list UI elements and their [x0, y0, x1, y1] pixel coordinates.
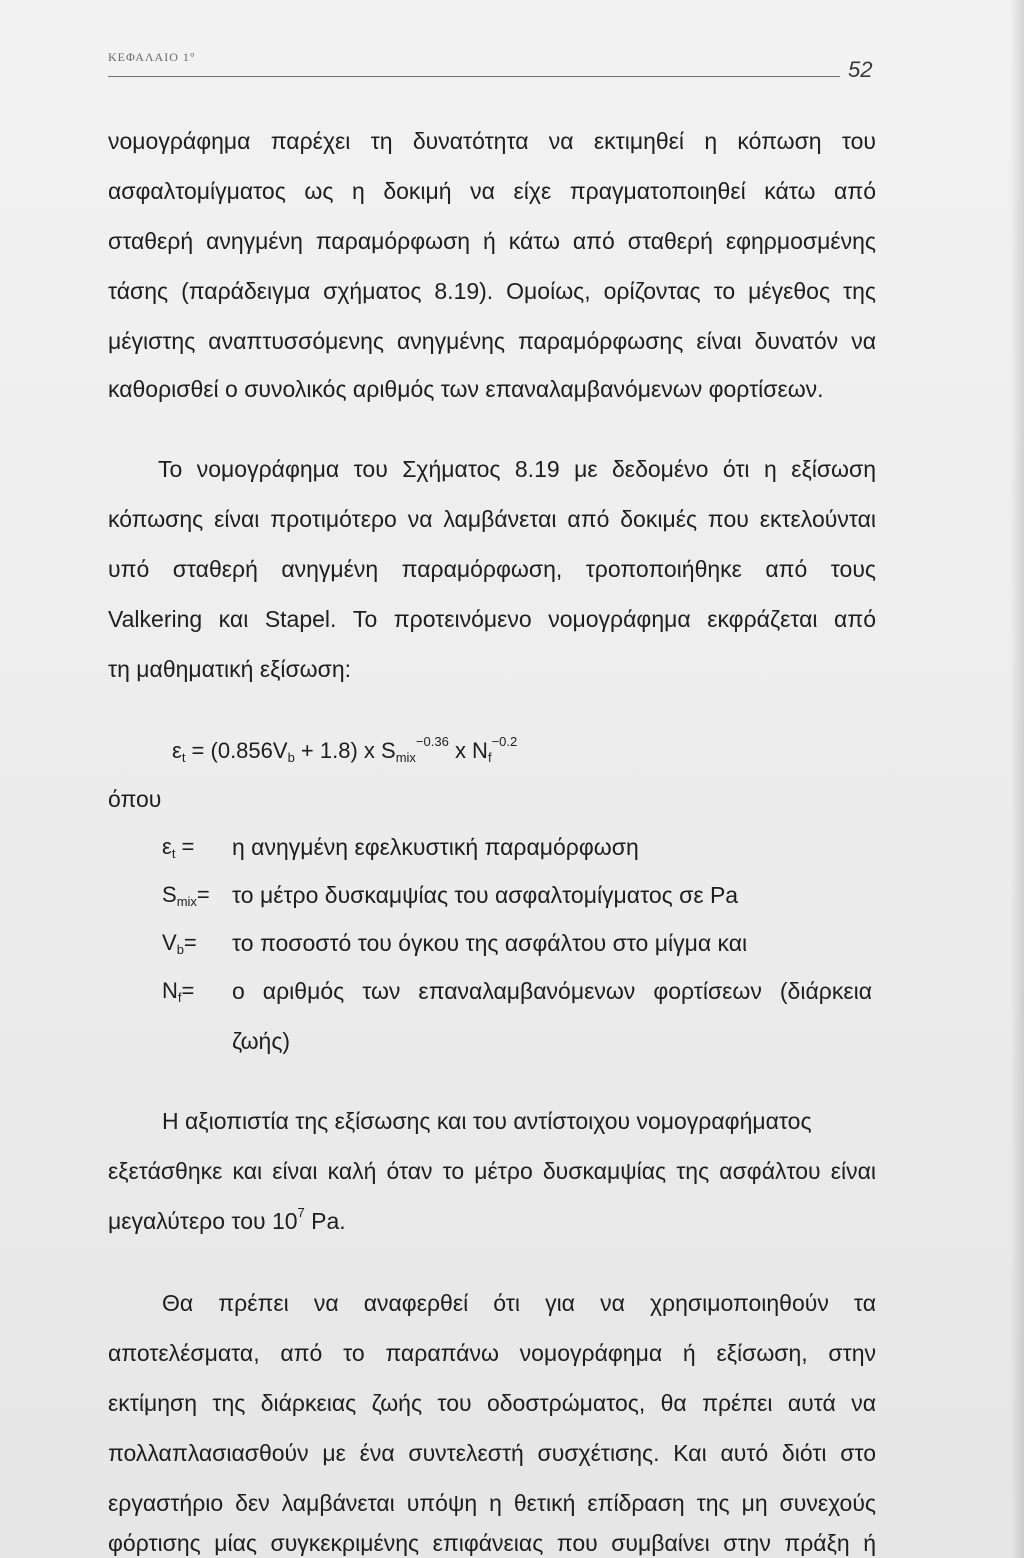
paragraph2-line: υπό σταθερή ανηγμένη παραμόρφωση, τροποποιήθηκε από τους — [108, 556, 876, 582]
definition-symbol: $N_f=$ — [162, 978, 195, 1005]
paragraph3-line: μεγαλύτερο του $10^7$ Pa. — [108, 1205, 346, 1234]
eq-part2: + 1.8) x S — [294, 738, 396, 763]
paragraph2-line: κόπωσης είναι προτιμότερο να λαμβάνεται από δοκιμές που εκτελούνται — [108, 506, 876, 532]
page-number: 52 — [848, 57, 873, 82]
definition-text: το ποσοστό του όγκου της ασφάλτου στο μίγμα και — [232, 930, 748, 956]
fatigue-equation — [172, 734, 518, 765]
paragraph1-line: τάσης (παράδειγμα σχήματος 8.19). Ομοίως, ορίζοντας το μέγεθος της — [108, 278, 876, 304]
paragraph1-line: σταθερή ανηγμένη παραμόρφωση ή κάτω από σταθερή εφηρμοσμένης — [108, 228, 876, 254]
definition-symbol: $S_{mix}=$ — [162, 882, 210, 909]
definition-text: ο αριθμός των επαναλαμβανόμενων φορτίσεων (διάρκεια — [232, 978, 872, 1004]
eq-smix-subscript: mix — [395, 750, 416, 765]
definition-symbol: $V_b=$ — [162, 930, 197, 957]
paragraph2-line: Το νομογράφημα του Σχήματος 8.19 με δεδομένο ότι η εξίσωση — [158, 456, 876, 482]
paragraph4-line: εκτίμηση της διάρκειας ζωής του οδοστρώματος, θα πρέπει αυτά να — [108, 1390, 876, 1416]
eq-lhs-subscript: t — [181, 750, 186, 765]
page-edge-shadow — [1010, 0, 1024, 1558]
chapter-header: ΚΕΦΑΛΑΙΟ 1° — [108, 50, 196, 64]
paragraph4-line: εργαστήριο δεν λαμβάνεται υπόψη η θετική επίδραση της μη συνεχούς — [108, 1490, 876, 1516]
definition-continuation: ζωής) — [232, 1028, 291, 1054]
paragraph1-line: καθορισθεί ο συνολικός αριθμός των επαναλαμβανόμενων φορτίσεων. — [108, 376, 824, 402]
header-rule — [108, 76, 840, 77]
eq-vb-subscript: b — [287, 750, 295, 765]
paragraph4-line: Θα πρέπει να αναφερθεί ότι για να χρησιμοποιηθούν τα — [162, 1290, 876, 1316]
paragraph4-line: φόρτισης μίας συγκεκριμένης επιφάνειας που συμβαίνει στην πράξη ή — [108, 1530, 876, 1556]
paragraph2-line: τη μαθηματική εξίσωση: — [108, 656, 352, 682]
paragraph3-line: Η αξιοπιστία της εξίσωσης και του αντίστοιχου νομογραφήματος — [162, 1108, 812, 1134]
paragraph1-line: ασφαλτομίγματος ως η δοκιμή να είχε πραγματοποιηθεί κάτω από — [108, 178, 876, 204]
eq-nf-subscript: f — [487, 750, 492, 765]
eq-part3: x N — [448, 738, 488, 763]
definition-symbol: $\varepsilon_t$ = — [162, 834, 195, 861]
eq-part1: = (0.856V — [185, 738, 288, 763]
paragraph4-line: αποτελέσματα, από το παραπάνω νομογράφημα ή εξίσωση, στην — [108, 1340, 876, 1366]
where-label: όπου — [108, 786, 162, 812]
paragraph4-line: πολλαπλασιασθούν με ένα συντελεστή συσχέτισης. Και αυτό διότι στο — [108, 1440, 876, 1466]
eq-smix-exponent: −0.36 — [415, 734, 449, 749]
definition-text: το μέτρο δυσκαμψίας του ασφαλτομίγματος σε Pa — [232, 882, 739, 908]
eq-lhs: ε — [172, 738, 182, 763]
paragraph2-line: Valkering και Stapel. Το προτεινόμενο νομογράφημα εκφράζεται από — [108, 606, 876, 632]
paragraph3-line: εξετάσθηκε και είναι καλή όταν το μέτρο δυσκαμψίας της ασφάλτου είναι — [108, 1158, 876, 1184]
definition-text: η ανηγμένη εφελκυστική παραμόρφωση — [232, 834, 639, 860]
paragraph1-line: νομογράφημα παρέχει τη δυνατότητα να εκτιμηθεί η κόπωση του — [108, 128, 876, 154]
eq-nf-exponent: −0.2 — [491, 734, 518, 749]
paragraph1-line: μέγιστης αναπτυσσόμενης ανηγμένης παραμόρφωσης είναι δυνατόν να — [108, 328, 876, 354]
